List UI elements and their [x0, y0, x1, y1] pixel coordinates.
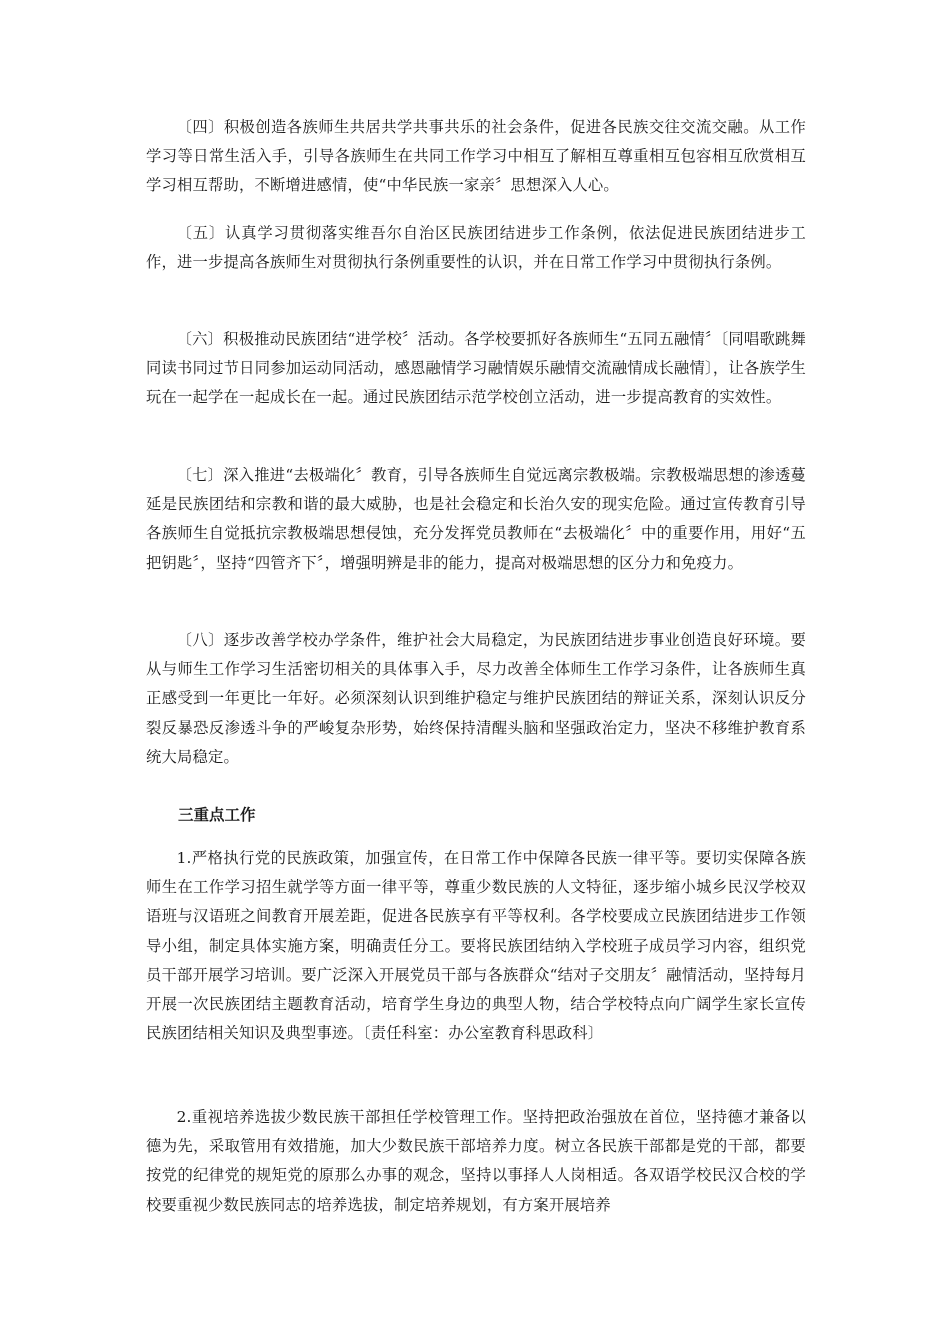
section-heading: 三重点工作 [178, 806, 256, 824]
paragraph-4: 〔四〕积极创造各族师生共居共学共事共乐的社会条件，促进各民族交往交流交融。从工作学习等日常生活入手，引导各族师生在共同工作学习中相互了解相互尊重相互包容相互欣赏相互学习相互帮助，不断增进感情，使“中华民族一家亲〞思想深入人心。 [146, 118, 806, 195]
item-1: 1.严格执行党的民族政策，加强宣传，在日常工作中保障各民族一律平等。要切实保障各族师生在工作学习招生就学等方面一律平等，尊重少数民族的人文特征，逐步缩小城乡民汉学校双语班与汉语班之间教育开展差距，促进各民族享有平等权利。各学校要成立民族团结进步工作领导小组，制定具体实施方案，明确责任分工。要将民族团结纳入学校班子成员学习内容，组织党员干部开展学习培训。要广泛深入开展党员干部与各族群众“结对子交朋友〞融情活动，坚持每月开展一次民族团结主题教育活动，培育学生身边的典型人物，结合学校特点向广阔学生家长宣传民族团结相关知识及典型事迹。〔责任科室：办公室教育科思政科〕 [146, 849, 806, 1043]
paragraph-6: 〔六〕积极推动民族团结“进学校〞活动。各学校要抓好各族师生“五同五融情〞〔同唱歌跳舞同读书同过节日同参加运动同活动，感恩融情学习融情娱乐融情交流融情成长融情〕，让各族学生玩在一起学在一起成长在一起。通过民族团结示范学校创立活动，进一步提高教育的实效性。 [146, 330, 806, 407]
paragraph-7: 〔七〕深入推进“去极端化〞教育，引导各族师生自觉远离宗教极端。宗教极端思想的渗透蔓延是民族团结和宗教和谐的最大威胁，也是社会稳定和长治久安的现实危险。通过宣传教育引导各族师生自觉抵抗宗教极端思想侵蚀，充分发挥党员教师在“去极端化〞中的重要作用，用好“五把钥匙〞，坚持“四管齐下〞，增强明辨是非的能力，提高对极端思想的区分力和免疫力。 [146, 466, 806, 572]
paragraph-5: 〔五〕认真学习贯彻落实维吾尔自治区民族团结进步工作条例，依法促进民族团结进步工作，进一步提高各族师生对贯彻执行条例重要性的认识，并在日常工作学习中贯彻执行条例。 [146, 224, 806, 272]
paragraph-8: 〔八〕逐步改善学校办学条件，维护社会大局稳定，为民族团结进步事业创造良好环境。要从与师生工作学习生活密切相关的具体事入手，尽力改善全体师生工作学习条件，让各族师生真正感受到一年更比一年好。必须深刻认识到维护稳定与维护民族团结的辩证关系，深刻认识反分裂反暴恐反渗透斗争的严峻复杂形势，始终保持清醒头脑和坚强政治定力，坚决不移维护教育系统大局稳定。 [146, 631, 806, 766]
item-2: 2.重视培养选拔少数民族干部担任学校管理工作。坚持把政治强放在首位，坚持德才兼备以德为先，采取管用有效措施，加大少数民族干部培养力度。树立各民族干部都是党的干部，都要按党的纪律党的规矩党的原那么办事的观念，坚持以事择人人岗相适。各双语学校民汉合校的学校要重视少数民族同志的培养选拔，制定培养规划，有方案开展培养 [146, 1108, 806, 1214]
